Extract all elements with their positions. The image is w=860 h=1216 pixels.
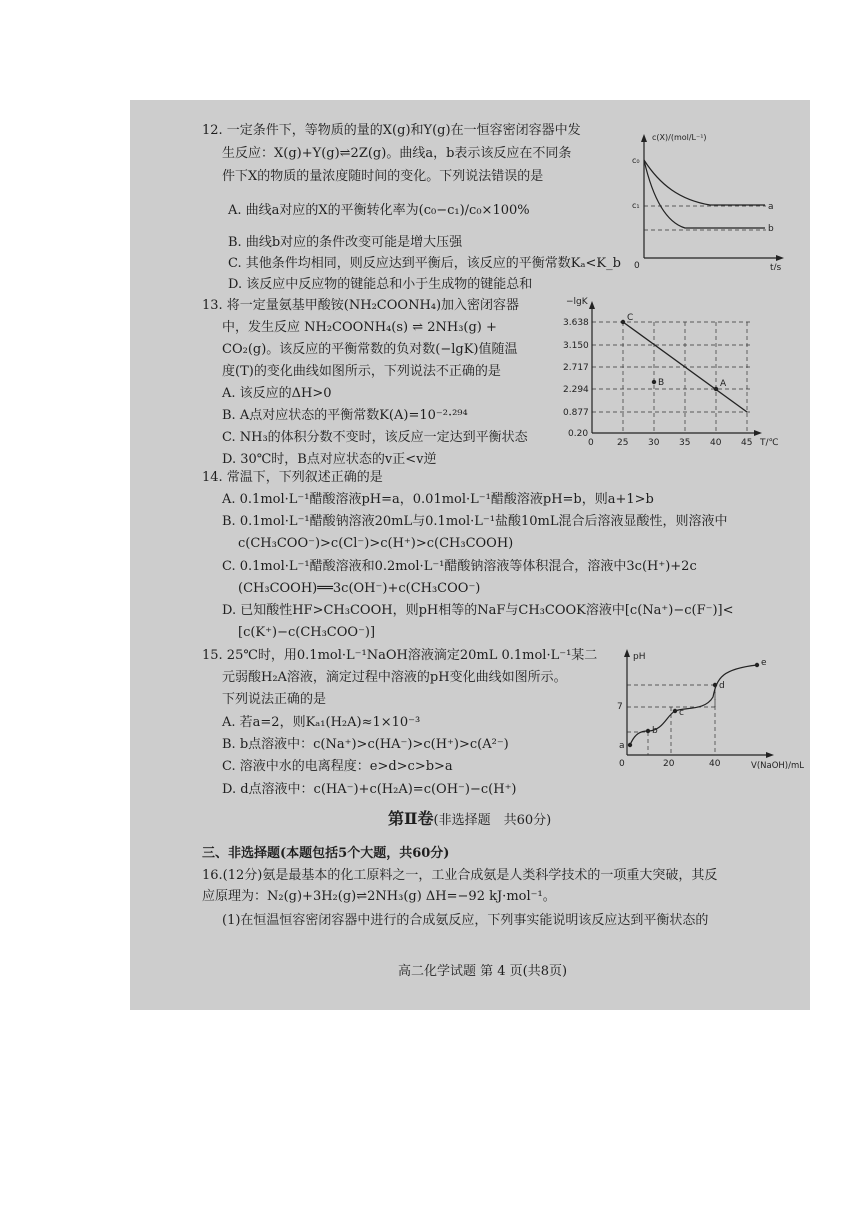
q12-graph-xlabel: t/s (770, 263, 782, 270)
q13-option-c: C. NH₃的体积分数不变时，该反应一定达到平衡状态 (222, 430, 528, 445)
q13-option-b: B. A点对应状态的平衡常数K(A)=10⁻²·²⁹⁴ (222, 408, 468, 423)
q13-point-b (652, 380, 656, 384)
q15-graph-origin: 0 (619, 759, 625, 769)
q12-stem-line-3: 件下X的物质的量浓度随时间的变化。下列说法错误的是 (222, 169, 544, 184)
part-two-heading (388, 806, 551, 829)
q13-point-c (621, 320, 625, 324)
q15-xtick: 40 (709, 759, 721, 769)
q14-line-6: (CH₃COOH)══3c(OH⁻)+c(CH₃COO⁻) (238, 581, 481, 596)
q13-xtick: 45 (741, 438, 753, 448)
q13-option-d: D. 30℃时，B点对应状态的v正<v逆 (222, 452, 437, 467)
q12-stem-line-2: 生反应：X(g)+Y(g)⇌2Z(g)。曲线a，b表示该反应在不同条 (222, 146, 572, 161)
q13-grid (592, 322, 750, 433)
exam-page-photo (130, 100, 810, 1010)
q13-point-a (714, 387, 718, 391)
q14-line-4: c(CH₃COO⁻)>c(Cl⁻)>c(H⁺)>c(CH₃COOH) (238, 536, 514, 551)
q13-ytick: 3.150 (563, 341, 589, 351)
q15-point-e (755, 663, 759, 667)
q15-point-a (628, 743, 632, 747)
q15-graph-xlabel: V(NaOH)/mL (751, 761, 804, 771)
q13-graph-xlabel: T/℃ (760, 438, 779, 448)
q12-stem-line-1: 12. 一定条件下，等物质的量的X(g)和Y(g)在一恒容密闭容器中发 (202, 123, 581, 138)
q12-curve-a-label: a (768, 202, 774, 212)
q13-graph-ylabel: −lgK (566, 297, 588, 307)
q15-point-a-label: a (619, 741, 625, 751)
q15-point-d (713, 683, 717, 687)
part-two-subtitle: (非选择题 共60分) (433, 813, 552, 828)
q16-line-2: 应原理为：N₂(g)+3H₂(g)⇌2NH₃(g) ΔH=−92 kJ·mol⁻¹。 (202, 889, 556, 904)
q12-graph-c1-label: c₁ (632, 201, 640, 210)
q16-line-1: 16.(12分)氨是最基本的化工原料之一，工业合成氨是人类科学技术的一项重大突破，其反 (202, 868, 718, 883)
q13-stem-line-3: CO₂(g)。该反应的平衡常数的负对数(−lgK)值随温 (222, 342, 518, 357)
q12-option-c: C. 其他条件均相同，则反应达到平衡后，该反应的平衡常数Kₐ<K_b (228, 256, 621, 271)
q13-ytick: 2.294 (563, 385, 589, 395)
q13-ytick: 3.638 (563, 318, 589, 328)
q12-graph-ylabel: c(X)/(mol/L⁻¹) (652, 133, 707, 142)
q15-option-b: B. b点溶液中：c(Na⁺)>c(HA⁻)>c(H⁺)>c(A²⁻) (222, 737, 509, 752)
q14-line-5: C. 0.1mol·L⁻¹醋酸溶液和0.2mol·L⁻¹醋酸钠溶液等体积混合，溶液中3c(H⁺)+2c (222, 559, 697, 574)
q13-lgk-graph (560, 295, 785, 455)
q15-stem-line-1: 15. 25℃时，用0.1mol·L⁻¹NaOH溶液滴定20mL 0.1mol·L⁻¹某二 (202, 648, 598, 663)
q15-option-a: A. 若a=2，则Kₐ₁(H₂A)≈1×10⁻³ (222, 715, 421, 730)
q13-point-c-label: C (627, 313, 634, 323)
q15-xtick: 20 (663, 759, 675, 769)
q13-option-a: A. 该反应的ΔH>0 (222, 386, 332, 401)
q12-option-b: B. 曲线b对应的条件改变可能是增大压强 (228, 235, 463, 250)
q13-stem-line-1: 13. 将一定量氨基甲酸铵(NH₂COONH₄)加入密闭容器 (202, 298, 520, 313)
q13-stem-line-2: 中，发生反应 NH₂COONH₄(s) ⇌ 2NH₃(g) + (222, 320, 497, 335)
q15-titration-graph (605, 645, 805, 775)
page-footer: 高二化学试题 第 4 页(共8页) (398, 964, 568, 979)
q15-graph-ylabel: pH (633, 652, 646, 662)
q13-point-b-label: B (658, 378, 665, 388)
q12-curve-a (644, 160, 765, 205)
q13-xtick: 35 (679, 438, 691, 448)
q13-ytick: 0.877 (563, 408, 589, 418)
q15-option-c: C. 溶液中水的电离程度：e>d>c>b>a (222, 759, 453, 774)
q14-line-1: 14. 常温下，下列叙述正确的是 (202, 470, 383, 485)
q12-graph-c0-label: c₀ (632, 156, 640, 165)
q15-stem-line-2: 元弱酸H₂A溶液，滴定过程中溶液的pH变化曲线如图所示。 (222, 670, 567, 685)
section-three-title: 三、非选择题(本题包括5个大题，共60分) (202, 846, 450, 861)
q14-line-2: A. 0.1mol·L⁻¹醋酸溶液pH=a，0.01mol·L⁻¹醋酸溶液pH=b，则a+1>b (222, 492, 654, 507)
q15-ytick-7: 7 (617, 702, 623, 712)
q14-line-7: D. 已知酸性HF>CH₃COOH，则pH相等的NaF与CH₃COOK溶液中[c(Na⁺)−c(F⁻)]< (222, 603, 734, 618)
q15-point-b (646, 729, 650, 733)
q15-point-c (673, 709, 677, 713)
q14-line-8: [c(K⁺)−c(CH₃COO⁻)] (238, 625, 376, 640)
q12-curve-b (644, 160, 765, 228)
q15-point-b-label: b (652, 726, 658, 736)
q13-xtick: 30 (648, 438, 660, 448)
q12-concentration-graph (630, 130, 790, 270)
q13-xtick: 40 (710, 438, 722, 448)
q15-point-d-label: d (719, 681, 725, 691)
q14-line-3: B. 0.1mol·L⁻¹醋酸钠溶液20mL与0.1mol·L⁻¹盐酸10mL混合后溶液显酸性，则溶液中 (222, 514, 728, 529)
q15-point-e-label: e (761, 658, 767, 668)
q13-xtick: 25 (617, 438, 629, 448)
q12-option-d: D. 该反应中反应物的键能总和小于生成物的键能总和 (228, 277, 533, 292)
q13-graph-origin: 0 (588, 438, 594, 448)
q15-point-c-label: c (679, 708, 684, 718)
q15-titration-curve (630, 665, 757, 745)
q15-option-d: D. d点溶液中：c(HA⁻)+c(H₂A)=c(OH⁻)−c(H⁺) (222, 782, 517, 797)
q13-ytick: 0.20 (568, 429, 589, 439)
q12-curve-b-label: b (768, 224, 774, 234)
q16-line-3: (1)在恒温恒容密闭容器中进行的合成氨反应，下列事实能说明该反应达到平衡状态的 (222, 913, 709, 928)
q13-stem-line-4: 度(T)的变化曲线如图所示，下列说法不正确的是 (222, 364, 501, 379)
q12-option-a: A. 曲线a对应的X的平衡转化率为(c₀−c₁)/c₀×100% (228, 203, 530, 218)
part-two-title: 第Ⅱ卷 (388, 809, 434, 828)
q13-point-a-label: A (720, 379, 727, 389)
q12-graph-origin: 0 (634, 261, 640, 270)
q15-stem-line-3: 下列说法正确的是 (222, 692, 327, 707)
q13-ytick: 2.717 (563, 363, 589, 373)
